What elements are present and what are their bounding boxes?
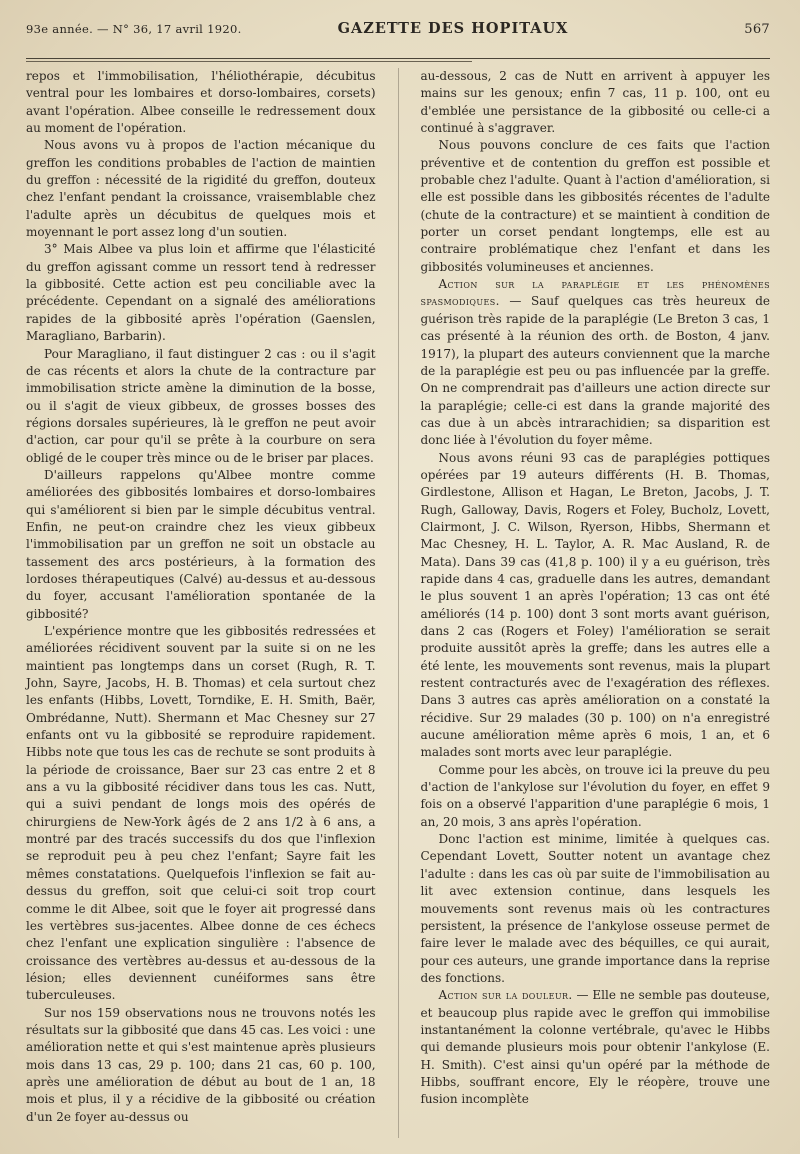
running-header [26,20,770,48]
paragraph: L'expérience montre que les gibbosités redressées et améliorées récidivent souvent par la suite si on ne les maintient pas longtemps dans un corset (Rugh, R. T. John, Sayre, Jacobs, H. B. Thomas) et cela surtout chez les enfants (Hibbs, Lovett, Torndike, E. H. Smith, Baër, Ombrédanne, Nutt). Shermann et Mac Chesney sur 27 enfants ont vu la gibbosité se reproduire rapidement. Hibbs note que tous les cas de rechute se sont produits à la période de croissance, Baer sur 23 cas entre 2 et 8 ans a vu la gibbosité récidiver dans tous les cas. Nutt, qui a suivi pendant de longs mois des opérés de chirurgiens de New-York âgés de 2 ans 1/2 à 6 ans, a montré par des tracés successifs du dos que l'inflexion se reproduit peu à peu chez l'enfant; Sayre fait les mêmes constatations. Quelquefois l'inflexion se fait au-dessus du greffon, soit que celui-ci soit trop court comme le dit Albee, soit que le foyer ait progressé dans les vertèbres sus-jacentes. Albee donne de ces échecs chez l'enfant une explication singulière : l'absence de croissance des vertèbres au-dessus et au-dessous de la lésion; elles deviennent cunéiformes sans être tuberculeuses. [26,624,376,1003]
header-rule [26,58,770,59]
left-column [26,68,376,1138]
issue-line: 93e année. — N° 36, 17 avril 1920. [26,22,242,36]
paragraph: D'ailleurs rappelons qu'Albee montre comme améliorées des gibbosités lombaires et dorso-lombaires qui s'améliorent si bien par le simple décubitus ventral. Enfin, ne peut-on craindre chez les vieux gibbeux l'immobilisation par un greffon ne soit un obstacle au tassement des arcs postérieurs, à la formation des lordoses thérapeutiques (Calvé) au-dessus et au-dessous du foyer, accusant l'amélioration spontanée de la gibbosité? [26,467,376,621]
header-rule-thin [26,61,472,62]
section-paraplegie [420,276,770,449]
section-text: — Elle ne semble pas douteuse, et beaucoup plus rapide avec le greffon qui immobilise instantanément la colonne vertébrale, qu'avec le Hibbs qui demande plusieurs mois pour obtenir l'ankylose (E. H. Smith). C'est ainsi qu'un opéré par la méthode de Hibbs, souffrant encore, Ely le réopère, trouve une fusion incomplète [420,988,770,1107]
section-heading: Action sur la paraplégie et les phénomènes spasmodiques. [420,277,770,309]
section-text: — Sauf quelques cas très heureux de guérison très rapide de la paraplégie (Le Breton 3 cas, 1 cas présenté à la réunion des orth. de Boston, 4 janv. 1917), la plupart des auteurs conviennent que la marche de la paraplégie est peu ou pas influencée par la greffe. On ne comprendrait pas d'ailleurs une action directe sur la paraplégie; celle-ci est dans la grande majorité des cas due à un abcès intrarachidien; sa disparition est donc liée à l'évolution du foyer même. [420,294,770,448]
paragraph: Nous pouvons conclure de ces faits que l'action préventive et de contention du greffon est possible et probable chez l'adulte. Quant à l'action d'amélioration, si elle est possible dans les gibbosités récentes de l'adulte (chute de la contracture) et se maintient à condition de porter un corset pendant longtemps, elle est au contraire problématique chez l'enfant et dans les gibbosités volumineuses et anciennes. [420,138,770,274]
paragraph: 3° Mais Albee va plus loin et affirme que l'élasticité du greffon agissant comme un ressort tend à redresser la gibbosité. Cette action est peu conciliable avec la précédente. Cependant on a signalé des améliorations rapides de la gibbosité après l'opération (Gaenslen, Maragliano, Barbarin). [26,242,376,344]
section-heading: Action sur la douleur. [438,988,573,1003]
journal-title: GAZETTE DES HOPITAUX [337,20,569,37]
paragraph: Nous avons réuni 93 cas de paraplégies pottiques opérées par 19 auteurs différents (H. B. Thomas, Girdlestone, Allison et Hagan, Le Breton, Jacobs, J. T. Rugh, Galloway, Davis, Rogers et Foley, Bucholz, Lovett, Clairmont, J. C. Wilson, Ryerson, Hibbs, Shermann et Mac Chesney, H. L. Taylor, A. R. Mac Ausland, R. de Mata). Dans 39 cas (41,8 p. 100) il y a eu guérison, très rapide dans 4 cas, graduelle dans les autres, demandant le plus souvent 1 an après l'opération; 13 cas ont été améliorés (14 p. 100) dont 3 sont morts avant guérison, dans 2 cas (Rogers et Foley) l'amélioration se serait produite aussitôt après la greffe; dans les autres elle a été lente, les mouvements sont revenus, mais la plupart restent contracturés avec de l'exagération des réflexes. Dans 3 autres cas après amélioration on a constaté la récidive. Sur 29 malades (30 p. 100) on n'a enregistré aucune amélioration même après 6 mois, 1 an, et 6 malades sont morts avec leur paraplégie. [420,450,770,760]
right-column [420,68,770,1138]
paragraph: Comme pour les abcès, on trouve ici la preuve du peu d'action de l'ankylose sur l'évolution du foyer, en effet 9 fois on a observé l'apparition d'une paraplégie 6 mois, 1 an, 20 mois, 3 ans après l'opération. [420,762,770,829]
page-number: 567 [744,22,770,37]
paragraph: Sur nos 159 observations nous ne trouvons notés les résultats sur la gibbosité que dans 45 cas. Les voici : une amélioration nette et qui s'est maintenue après plusieurs mois dans 13 cas, 29 p. 100; dans 21 cas, 60 p. 100, après une amélioration de début au bout de 1 an, 18 mois et plus, il y a récidive de la gibbosité ou création d'un 2e foyer au-dessus ou [26,1005,376,1124]
paragraph: repos et l'immobilisation, l'héliothérapie, décubitus ventral pour les lombaires et dorso-lombaires, corsets) avant l'opération. Albee conseille le redressement doux au moment de l'opération. [26,69,376,136]
paragraph: Pour Maragliano, il faut distinguer 2 cas : ou il s'agit de cas récents et alors la chute de la contracture par immobilisation stricte amène la diminution de la bosse, ou il s'agit de vieux gibbeux, de grosses bosses des régions dorsales supérieures, là le greffon ne peut avoir d'action, car pour qu'il se prête à la courbure on sera obligé de le couper très mince ou de le briser par places. [26,346,376,465]
column-divider [398,68,399,1138]
two-column-body [26,68,770,1138]
paragraph: au-dessous, 2 cas de Nutt en arrivent à appuyer les mains sur les genoux; enfin 7 cas, 11 p. 100, ont eu d'emblée une persistance de la gibbosité ou celle-ci a continué à s'aggraver. [420,69,770,136]
paragraph: Donc l'action est minime, limitée à quelques cas. Cependant Lovett, Soutter notent un avantage chez l'adulte : dans les cas où par suite de l'immobilisation au lit avec extension continue, dans lesquels les mouvements sont revenus mais où les contractures persistent, la présence de l'ankylose osseuse permet de faire lever le malade avec des béquilles, ce qui aurait, pour ces auteurs, une grande importance dans la reprise des fonctions. [420,832,770,985]
section-douleur [420,987,770,1108]
paragraph: Nous avons vu à propos de l'action mécanique du greffon les conditions probables de l'action de maintien du greffon : nécessité de la rigidité du greffon, douteux chez l'enfant pendant la croissance, vraisemblable chez l'adulte après un décubitus de quelques mois et moyennant le port assez long d'un soutien. [26,138,376,240]
